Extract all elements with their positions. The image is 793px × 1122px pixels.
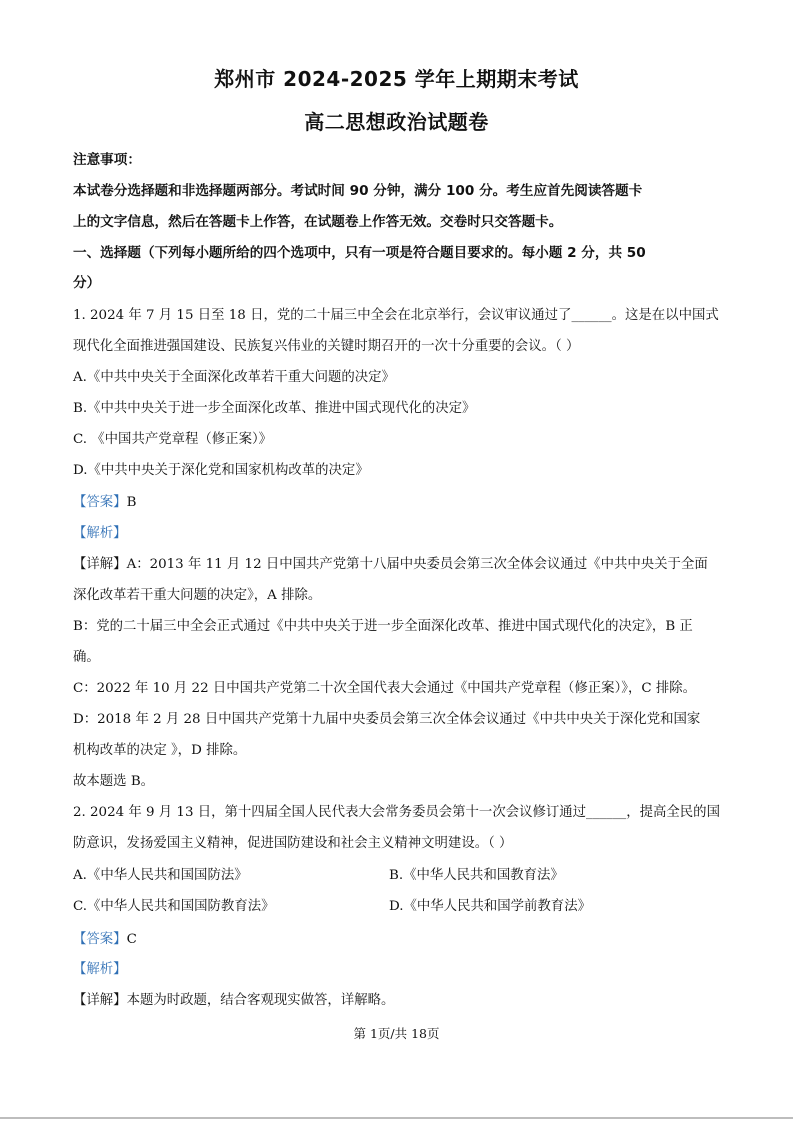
q1-detail-line-2: 深化改革若干重大问题的决定》，A 排除。 [73,588,322,603]
q2-detail-line-1 [73,991,725,1011]
q2-answer-value: C [126,932,137,947]
q1-detail-line-6: D：2018 年 2 月 28 日中国共产党第十九届中央委员会第三次全体会议通过《中共中央关于深化党和国家 [73,712,701,727]
notice-line-2: 上的文字信息，然后在答题卡上作答，在试题卷上作答无效。交卷时只交答题卡。 [73,214,563,230]
bottom-divider [0,1117,793,1119]
notice-heading: 注意事项： [73,152,141,168]
q2-answer [73,930,725,950]
q2-option-d: D.《中华人民共和国学前教育法》 [389,899,591,914]
section-heading-line-1: 一、选择题（下列每小题所给的四个选项中，只有一项是符合题目要求的。每小题 2 分，共 50 [73,245,646,261]
q1-detail-line-4: 确。 [73,650,100,665]
q2-option-b: B.《中华人民共和国教育法》 [389,868,564,883]
section-heading-line-2: 分） [73,275,101,291]
q1-detail-text-1: A：2013 年 11 月 12 日中国共产党第十八届中央委员会第三次全体会议通过《中共中央关于全面 [126,557,708,572]
q2-analysis-tag: 【解析】 [73,962,127,977]
q1-detail-line-5: C：2022 年 10 月 22 日中国共产党第二十次全国代表大会通过《中国共产党章程（修正案）》，C 排除。 [73,681,697,696]
q1-option-d: D.《中共中央关于深化党和国家机构改革的决定》 [73,463,369,478]
q2-detail-tag: 【详解】 [73,993,127,1008]
q2-option-a: A.《中华人民共和国国防法》 [73,868,248,883]
q2-answer-tag: 【答案】 [73,932,127,947]
q1-answer-tag: 【答案】 [73,495,127,510]
q1-conclusion: 故本题选 B。 [73,774,155,789]
q2-option-c: C.《中华人民共和国国防教育法》 [73,899,275,914]
q1-answer-value: B [126,495,137,510]
q2-stem-line-1: 2. 2024 年 9 月 13 日，第十四届全国人民代表大会常务委员会第十一次会议修订通过______，提高全民的国 [73,805,720,820]
q1-detail-line-1 [73,555,725,575]
q1-analysis-tag: 【解析】 [73,526,127,541]
q2-options-row-1 [73,866,725,886]
notice-line-1: 本试卷分选择题和非选择题两部分。考试时间 90 分钟，满分 100 分。考生应首先阅读答题卡 [73,183,643,199]
q1-option-a: A.《中共中央关于全面深化改革若干重大问题的决定》 [73,370,395,385]
q2-options-row-2 [73,897,725,917]
q1-stem-line-1: 1. 2024 年 7 月 15 日至 18 日，党的二十届三中全会在北京举行，会议审议通过了______。这是在以中国式 [73,308,719,323]
q1-stem-line-2: 现代化全面推进强国建设、民族复兴伟业的关键时期召开的一次十分重要的会议。（ ） [73,339,580,354]
q1-detail-tag: 【详解】 [73,557,127,572]
exam-subtitle: 高二思想政治试题卷 [304,110,489,134]
q1-detail-line-3: B：党的二十届三中全会正式通过《中共中央关于进一步全面深化改革、推进中国式现代化的决定》，B 正 [73,619,693,634]
q1-option-c: C. 《中国共产党章程（修正案）》 [73,432,273,447]
q1-detail-line-7: 机构改革的决定 》，D 排除。 [73,743,247,758]
q1-option-b: B.《中共中央关于进一步全面深化改革、推进中国式现代化的决定》 [73,401,476,416]
q2-detail-text-1: 本题为时政题，结合客观现实做答，详解略。 [126,993,395,1008]
q1-answer [73,493,725,513]
q2-stem-line-2: 防意识，发扬爱国主义精神，促进国防建设和社会主义精神文明建设。（ ） [73,836,513,851]
exam-title: 郑州市 2024-2025 学年上期期末考试 [214,67,579,91]
page-indicator: 第 1页/共 18页 [353,1026,440,1041]
